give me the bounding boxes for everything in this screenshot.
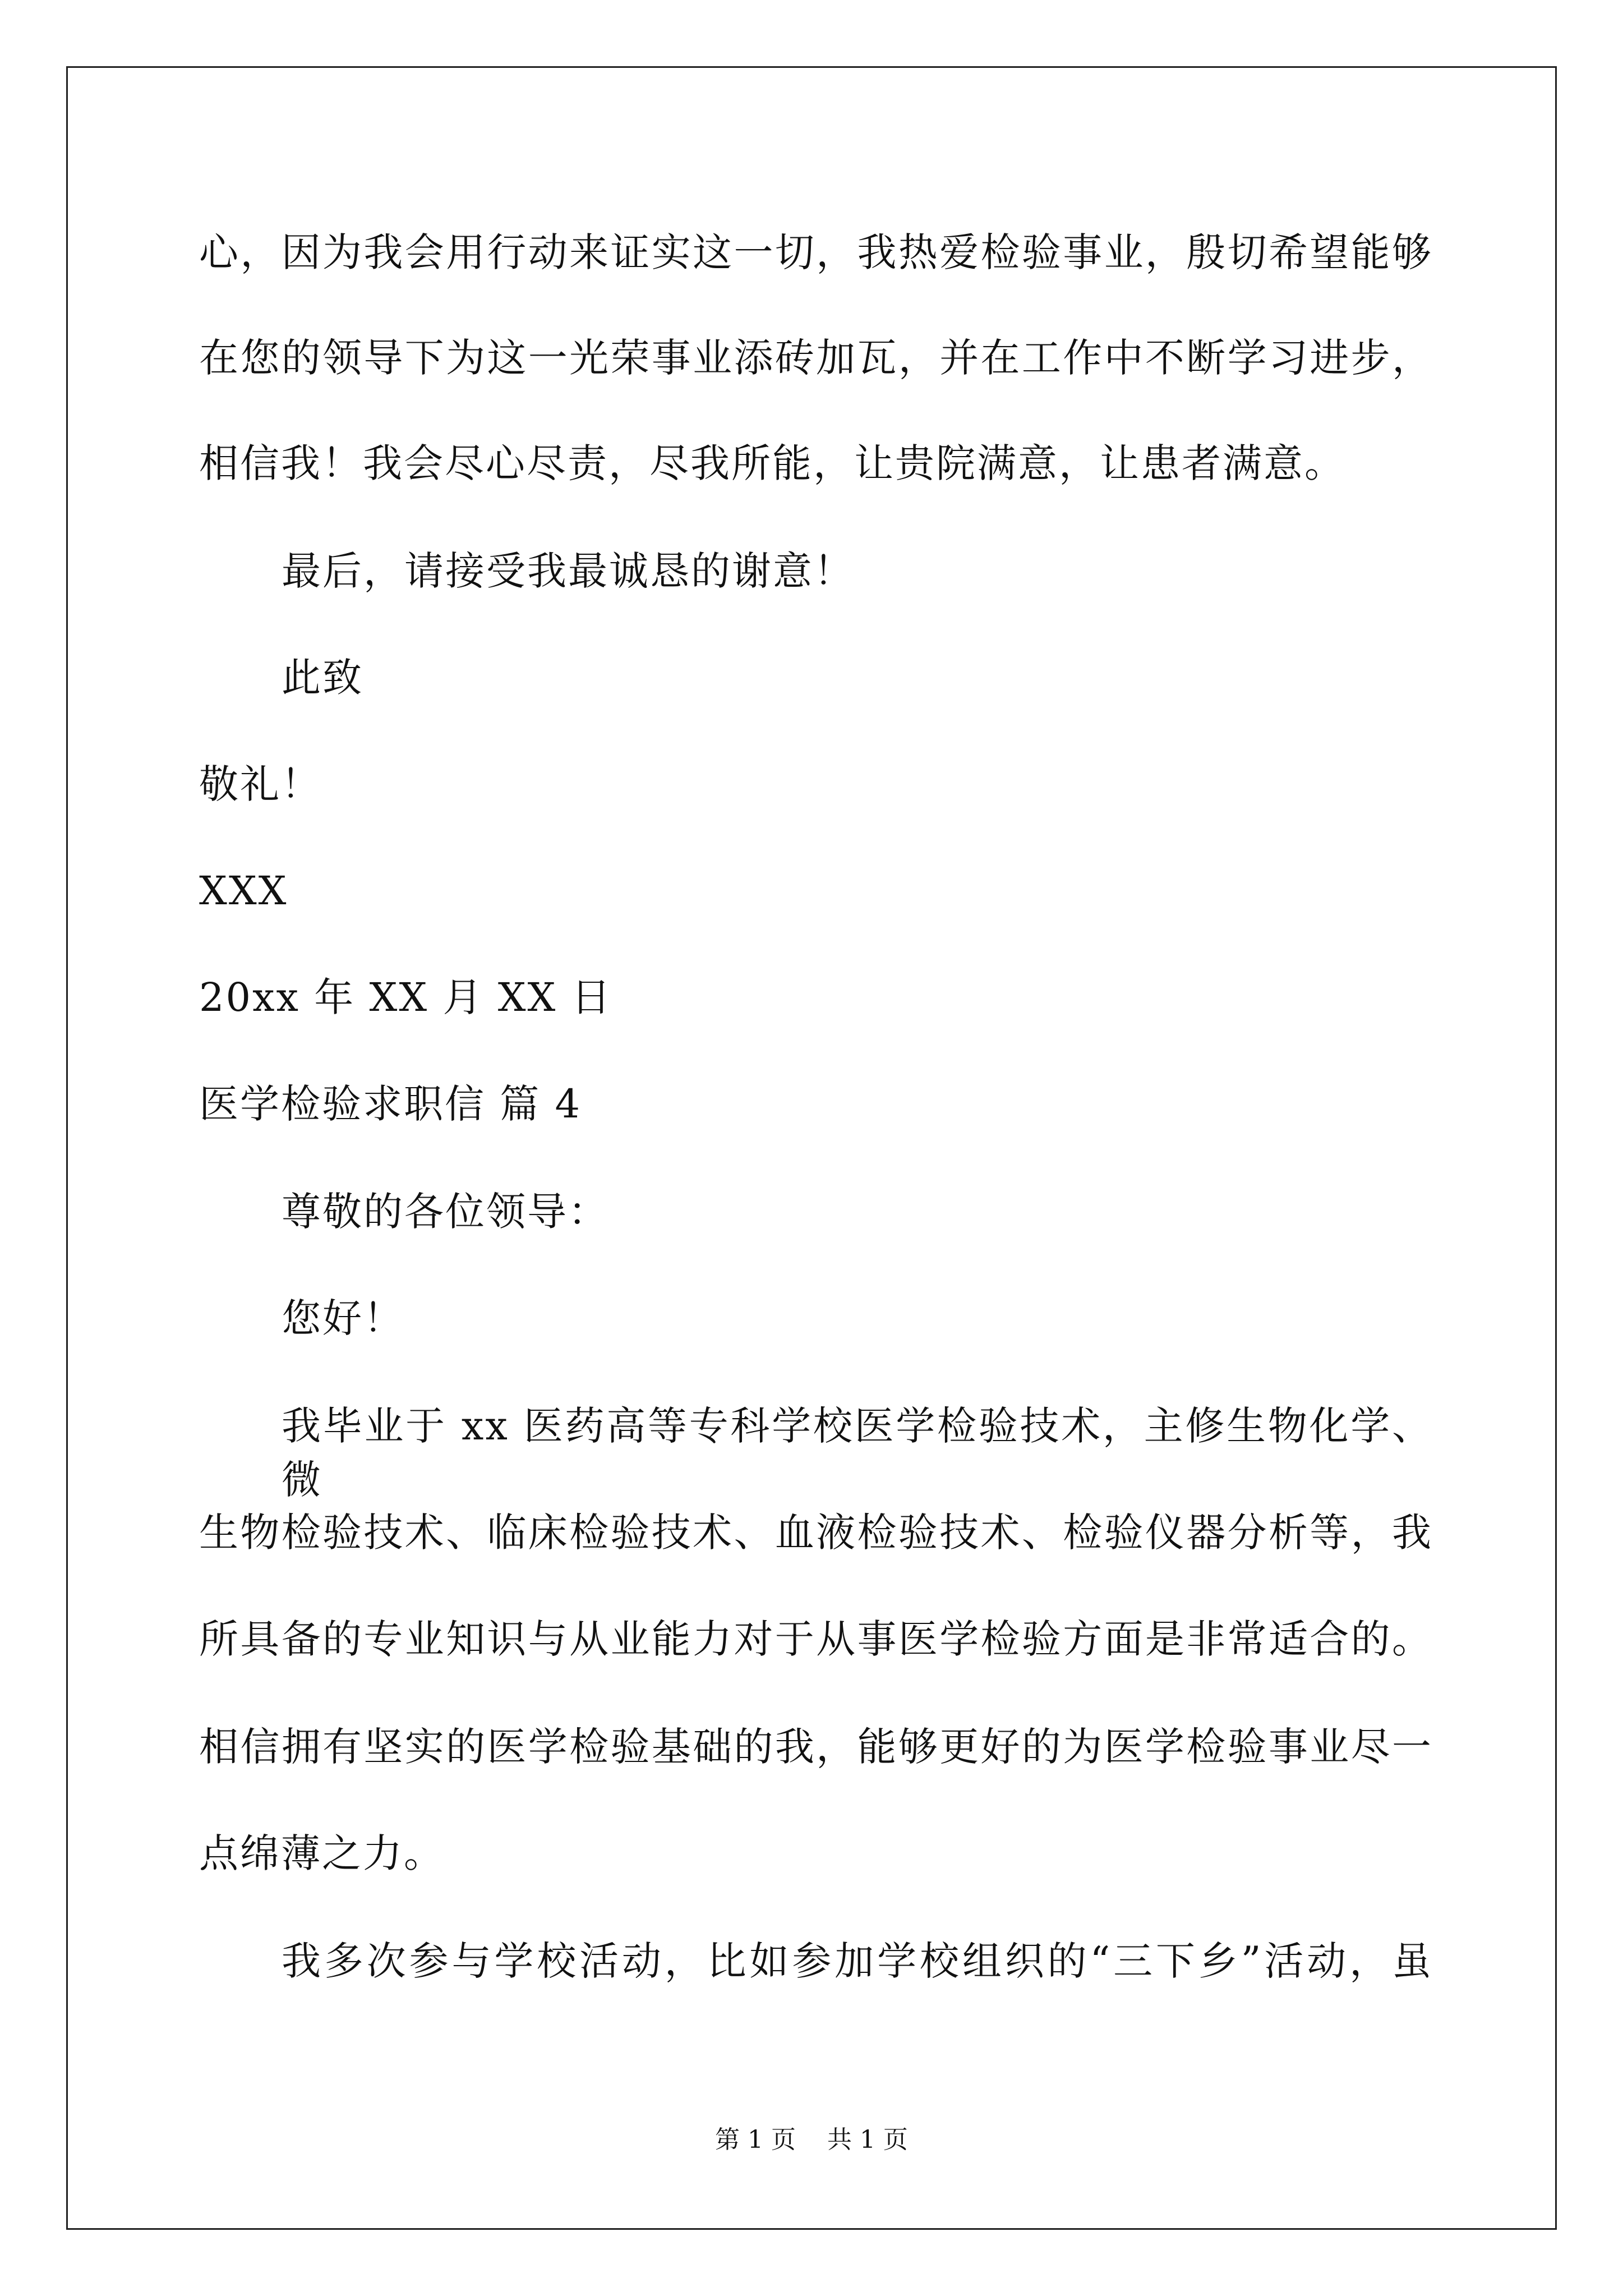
greeting-leaders: 尊敬的各位领导： (282, 1189, 609, 1235)
page-footer: 第 1 页 共 1 页 (715, 2125, 908, 2154)
paragraph-line: 我毕业于 xx 医药高等专科学校医学检验技术，主修生物化学、微 (282, 1403, 1433, 1503)
paragraph-line: 心，因为我会用行动来证实这一切，我热爱检验事业，殷切希望能够 (199, 229, 1433, 275)
page-frame (66, 66, 1557, 2230)
paragraph-line: 相信拥有坚实的医学检验基础的我，能够更好的为医学检验事业尽一 (199, 1724, 1433, 1770)
signature-name: XXX (199, 868, 288, 914)
section-title: 医学检验求职信 篇 4 (199, 1081, 582, 1127)
paragraph-line: 在您的领导下为这一光荣事业添砖加瓦，并在工作中不断学习进步， (199, 335, 1433, 381)
paragraph-line: 相信我！我会尽心尽责，尽我所能，让贵院满意，让患者满意。 (199, 440, 1345, 486)
paragraph-line: 我多次参与学校活动，比如参加学校组织的“三下乡”活动，虽 (282, 1938, 1433, 1984)
greeting-hello: 您好！ (282, 1295, 404, 1341)
paragraph-line: 生物检验技术、临床检验技术、血液检验技术、检验仪器分析等，我 (199, 1510, 1433, 1556)
salutation-cizhi: 此致 (282, 655, 363, 701)
paragraph-line: 所具备的专业知识与从业能力对于从事医学检验方面是非常适合的。 (199, 1616, 1433, 1662)
closing-thanks: 最后，请接受我最诚恳的谢意！ (282, 548, 855, 594)
paragraph-line: 点绵薄之力。 (199, 1830, 445, 1876)
salutation-jingli: 敬礼！ (199, 761, 322, 807)
signature-date: 20xx 年 XX 月 XX 日 (199, 974, 612, 1020)
